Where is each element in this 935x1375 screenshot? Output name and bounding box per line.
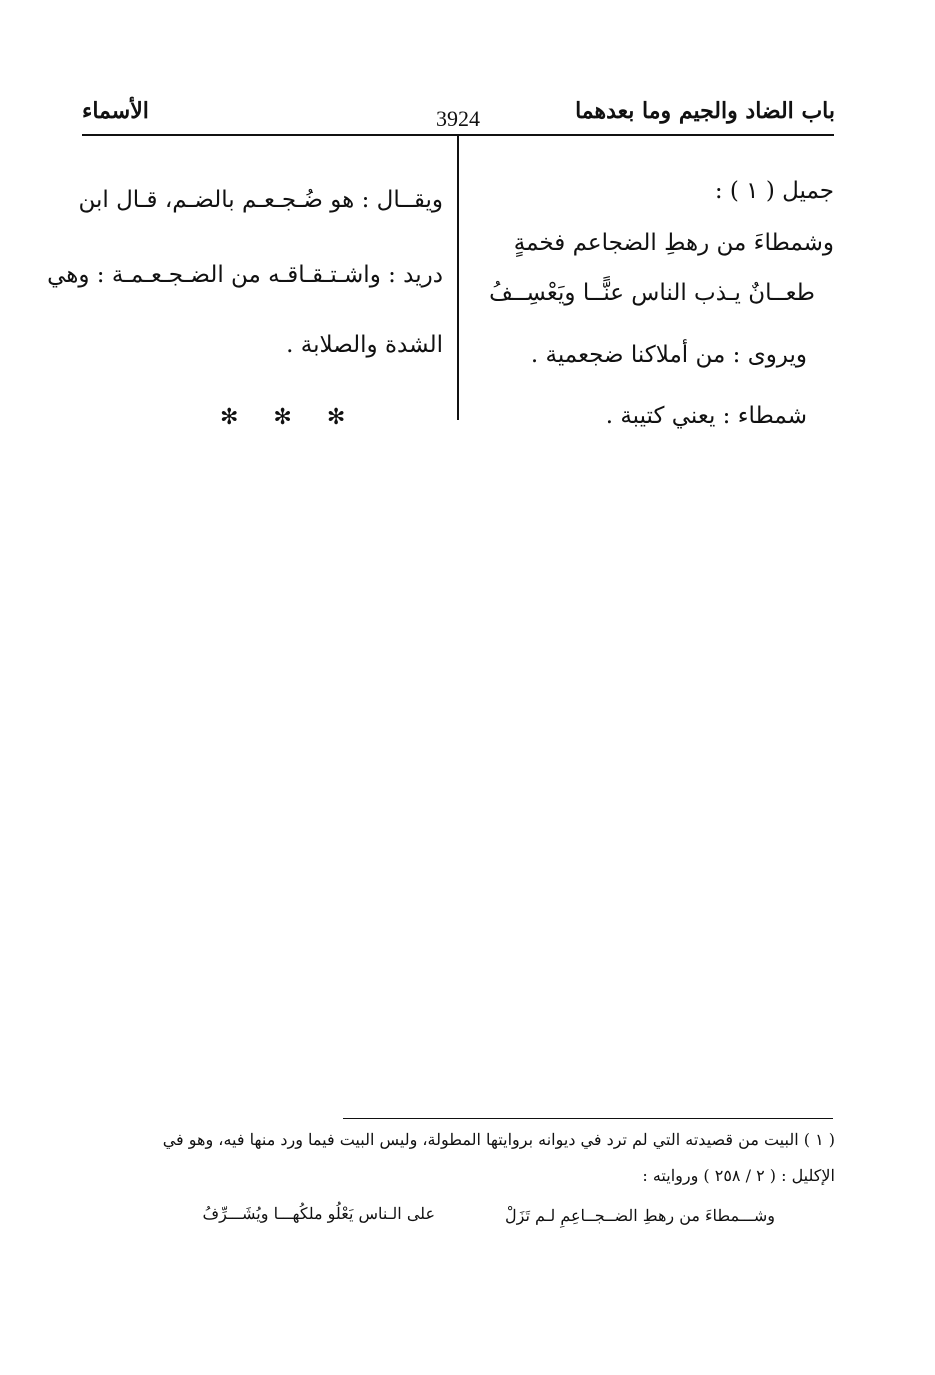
right-column-line: جميل ( ١ ) :: [714, 178, 834, 204]
right-column-line: ويروى : من أملاكنا ضجعمية .: [530, 342, 807, 368]
footnote-line: الإكليل : ( ٢ / ٢٥٨ ) وروايته :: [642, 1166, 835, 1185]
section-title: الأسماء: [82, 98, 149, 124]
verse-first-hemistich: وشمطاءَ من رهطِ الضجاعم فخمةٍ: [513, 230, 834, 256]
column-divider: [457, 136, 459, 420]
left-column-line: ويقــال : هو ضُـجـعـم بالضـم، قـال ابن: [78, 187, 443, 213]
verse-second-hemistich: طعــانٌ يـذب الناس عنًّــا ويَعْسِــفُ: [489, 280, 815, 306]
footnote-verse-second: على الـناس يَعْلُو ملكُهـــا ويُشَـــرِّفُ: [202, 1204, 435, 1223]
section-separator-stars: ✻ ✻ ✻: [220, 405, 360, 430]
footnote-line: ( ١ ) البيت من قصيدته التي لم ترد في ديوانه بروايتها المطولة، وليس البيت فيما ورد منها فيه، وهو في: [162, 1130, 835, 1149]
left-column-line: دريد : واشـتـقـاقـه من الضـجـعـمـة : وهي: [47, 262, 443, 288]
chapter-title: باب الضاد والجيم وما بعدهما: [575, 98, 835, 124]
left-column-line: الشدة والصلابة .: [286, 332, 443, 358]
page-number: 3924: [436, 106, 480, 131]
right-column-line: شمطاء : يعني كتيبة .: [605, 403, 807, 429]
footnote-rule: [343, 1118, 833, 1119]
footnote-verse-first: وشـــمطاءَ من رهطِ الضــجــاعِمِ لـم تَزَلْ: [505, 1206, 775, 1225]
